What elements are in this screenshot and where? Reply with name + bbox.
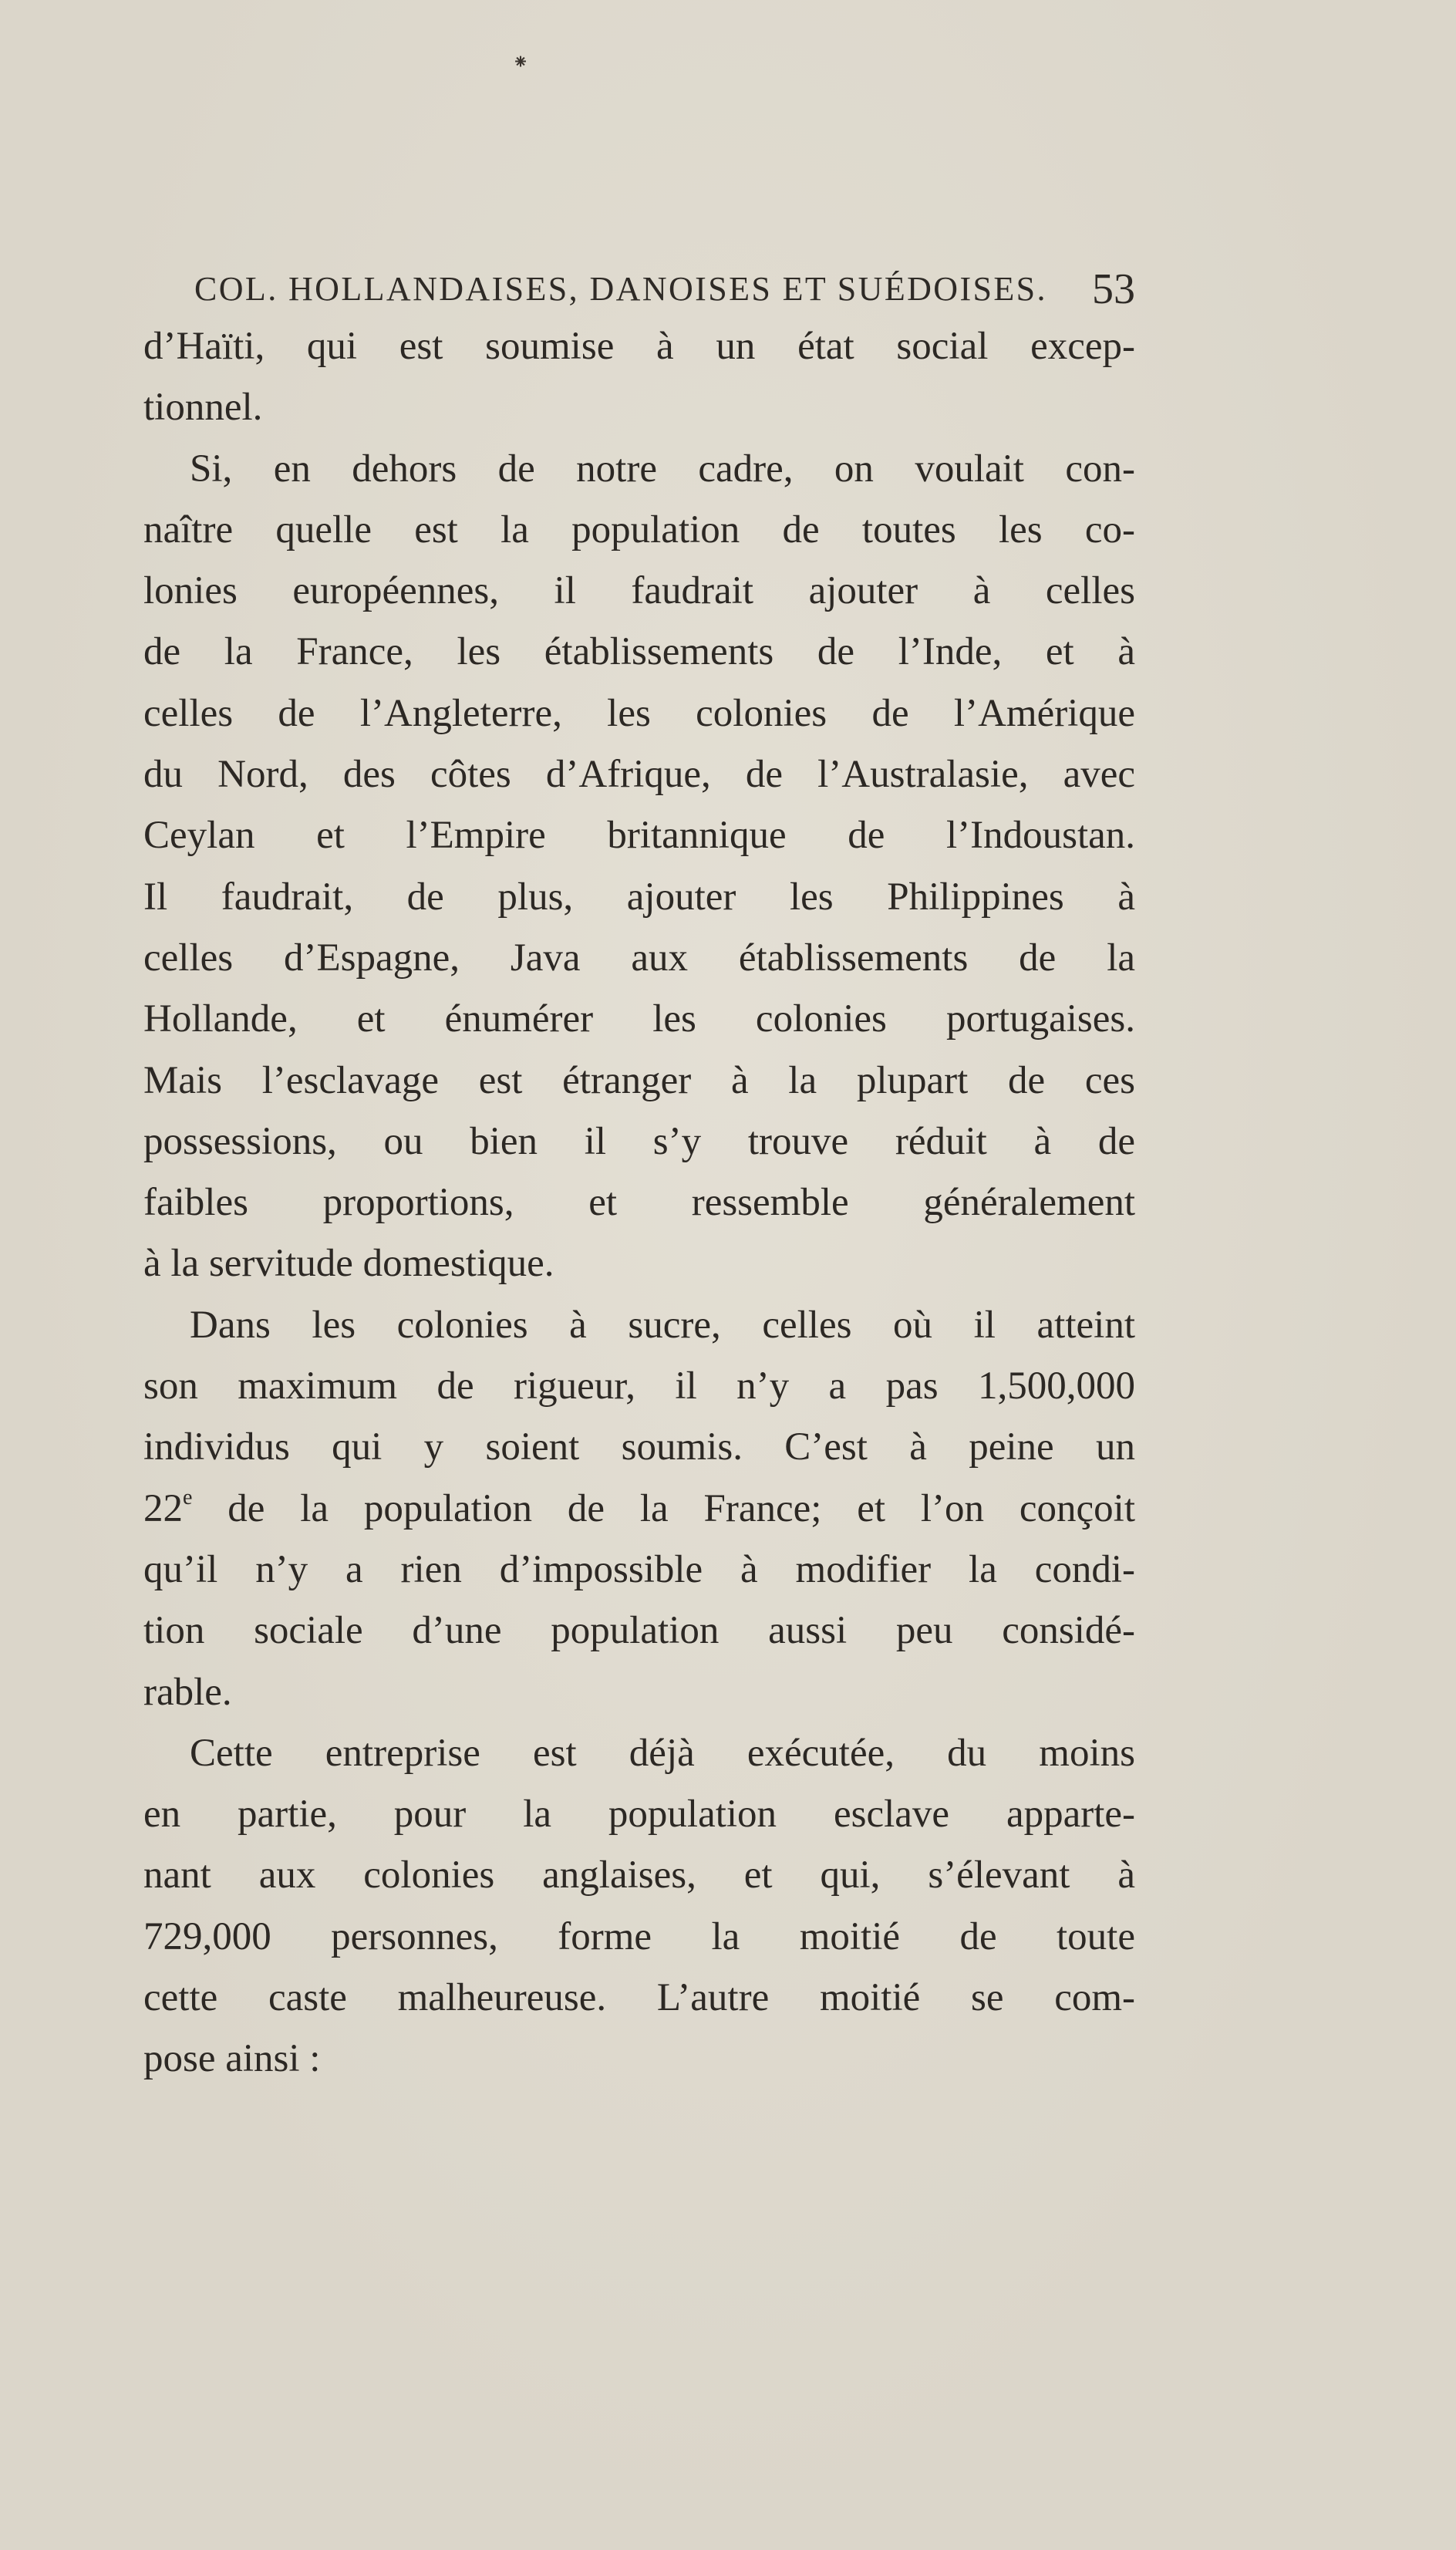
text-line: Cette entreprise est déjà exécutée, du moins — [190, 1731, 1135, 1775]
text-line: Hollande, et énumérer les colonies portugaises. — [143, 997, 1135, 1041]
text-line: celles de l’Angleterre, les colonies de l’Amérique — [143, 691, 1135, 735]
text-line: à la servitude domestique. — [143, 1242, 554, 1286]
text-line: pose ainsi : — [143, 2037, 321, 2081]
text-line-rest: de la population de la France; et l’on conçoit — [192, 1486, 1135, 1530]
text-line: du Nord, des côtes d’Afrique, de l’Australasie, avec — [143, 753, 1135, 797]
text-line: lonies européennes, il faudrait ajouter à celles — [143, 569, 1135, 613]
text-line: nant aux colonies anglaises, et qui, s’élevant à — [143, 1853, 1135, 1897]
text-line: Il faudrait, de plus, ajouter les Philippines à — [143, 875, 1135, 919]
text-line — [143, 1479, 1135, 1540]
text-line: son maximum de rigueur, il n’y a pas 1,500,000 — [143, 1364, 1135, 1408]
ornament-mark: ⁕ — [512, 51, 529, 73]
text-line: d’Haïti, qui est soumise à un état social excep- — [143, 325, 1135, 368]
running-head — [194, 262, 1135, 316]
text-line: de la France, les établissements de l’Inde, et à — [143, 630, 1135, 674]
text-line: naître quelle est la population de toutes les co- — [143, 508, 1135, 551]
page-number: 53 — [1092, 265, 1135, 313]
text-line: rable. — [143, 1670, 232, 1714]
text-line: 729,000 personnes, forme la moitié de toute — [143, 1914, 1135, 1958]
text-line: celles d’Espagne, Java aux établissements de la — [143, 936, 1135, 980]
text-line: qu’il n’y a rien d’impossible à modifier la condi- — [143, 1547, 1135, 1591]
ordinal-superscript: e — [183, 1485, 193, 1509]
body-text — [143, 316, 1135, 2090]
text-line: individus qui y soient soumis. C’est à peine un — [143, 1425, 1135, 1469]
text-line: tionnel. — [143, 386, 263, 430]
text-line: cette caste malheureuse. L’autre moitié se com- — [143, 1976, 1135, 2020]
text-line: en partie, pour la population esclave apparte- — [143, 1793, 1135, 1837]
text-line: Ceylan et l’Empire britannique de l’Indoustan. — [143, 814, 1135, 858]
running-head-title: COL. HOLLANDAISES, DANOISES ET SUÉDOISES. — [194, 270, 1047, 308]
text-line: Dans les colonies à sucre, celles où il atteint — [190, 1303, 1135, 1347]
text-line: tion sociale d’une population aussi peu considé- — [143, 1609, 1135, 1653]
text-line: faibles proportions, et ressemble généralement — [143, 1181, 1135, 1225]
ordinal-number: 22 — [143, 1486, 183, 1530]
text-line: possessions, ou bien il s’y trouve réduit à de — [143, 1119, 1135, 1163]
text-line: Mais l’esclavage est étranger à la plupart de ces — [143, 1058, 1135, 1102]
text-line: Si, en dehors de notre cadre, on voulait con- — [190, 447, 1135, 491]
